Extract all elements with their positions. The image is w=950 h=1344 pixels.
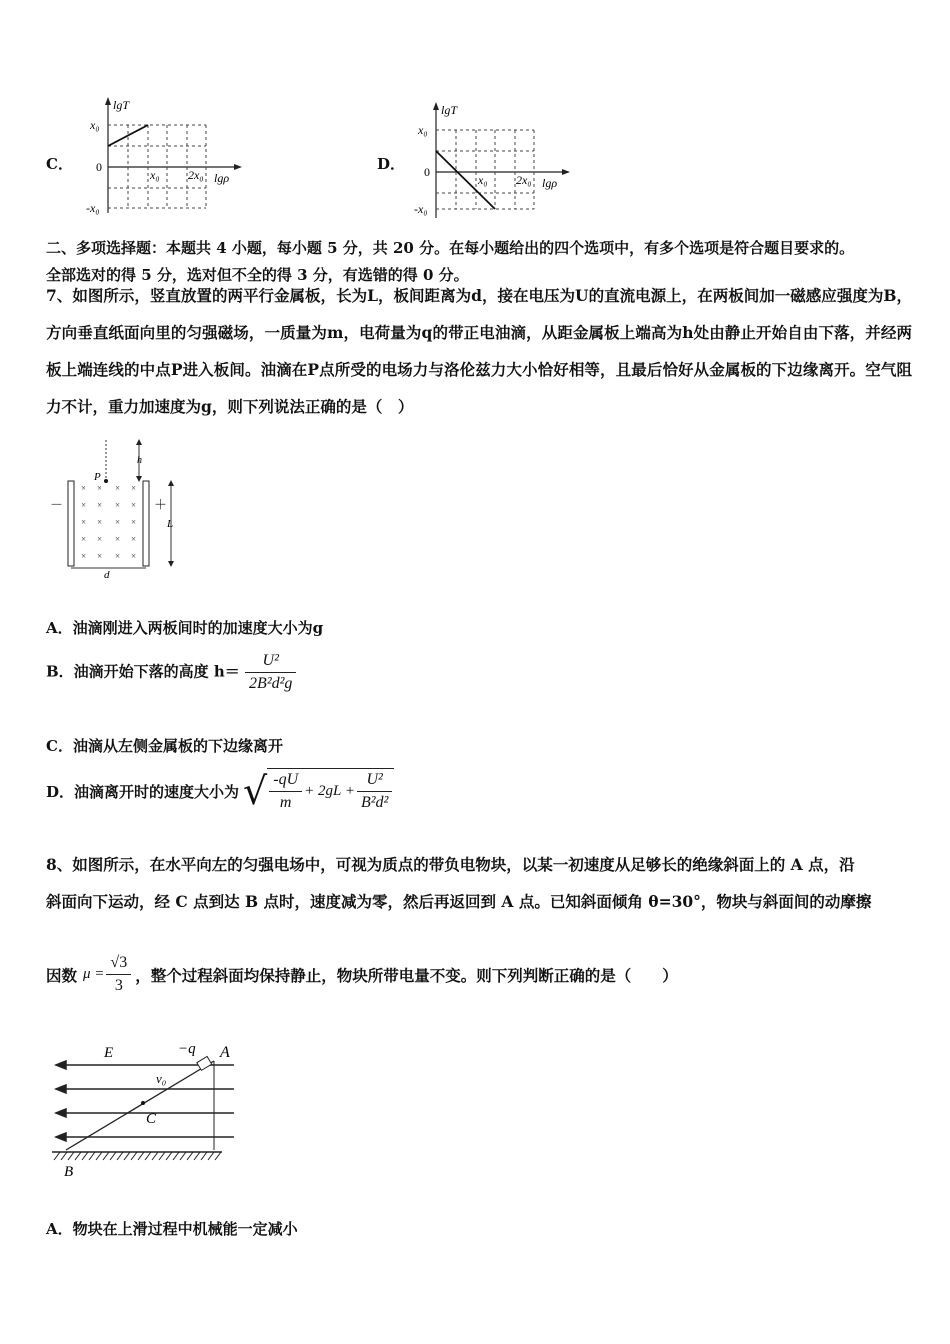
x-tick: x₀ bbox=[478, 173, 488, 187]
ground-hatch bbox=[215, 1152, 221, 1160]
field-cross: × bbox=[115, 483, 121, 493]
q7-option-d bbox=[46, 768, 394, 814]
q8-figure bbox=[46, 1035, 246, 1183]
point-p-label: P bbox=[94, 471, 101, 483]
section-heading-line2: 全部选对的得 5 分，选对但不全的得 3 分，有选错的得 0 分。 bbox=[46, 266, 469, 284]
field-cross: × bbox=[131, 551, 137, 561]
q7-option-b-text: B．油滴开始下落的高度 h＝ bbox=[46, 662, 240, 681]
ground-hatch bbox=[96, 1152, 102, 1160]
field-cross: × bbox=[81, 534, 87, 544]
ground-hatch bbox=[117, 1152, 123, 1160]
d-label: d bbox=[104, 569, 110, 580]
ground-hatch bbox=[68, 1152, 74, 1160]
fraction-1: $\frac{-qU}{m}$ bbox=[269, 769, 302, 814]
ground-hatch bbox=[166, 1152, 172, 1160]
q7-text: 7、如图所示，竖直放置的两平行金属板，长为L，板间距离为d，接在电压为U的直流电源上，在两板间加一磁感应强度为B，方向垂直纸面向里的匀强磁场，一质量为m，电荷量为q的带正电油滴，从距金属板上端高为h处由静止开始自由下落，并经两板上端连线的中点P进入板间。油滴在P点所受的电场力与洛伦兹力大小恰好相等，且最后恰好从金属板的下边缘离开。空气阻力不计，重力加速度为g，则下列说法正确的是（ ） bbox=[46, 286, 912, 416]
field-cross: × bbox=[97, 534, 103, 544]
q7-figure bbox=[46, 435, 196, 580]
field-cross: × bbox=[115, 517, 121, 527]
e-label: E bbox=[104, 1045, 114, 1061]
y-tick: x₀ bbox=[90, 118, 100, 132]
ground-hatch bbox=[61, 1152, 67, 1160]
y-tick: -x₀ bbox=[86, 201, 100, 215]
ground-hatch bbox=[159, 1152, 165, 1160]
x-tick: 2x₀ bbox=[188, 168, 204, 182]
y-tick: x₀ bbox=[418, 123, 428, 137]
y-tick: 0 bbox=[424, 165, 430, 179]
field-cross: × bbox=[97, 551, 103, 561]
denominator: 2B²d²g bbox=[249, 675, 293, 692]
sqrt-radicand bbox=[267, 768, 394, 814]
field-cross: × bbox=[131, 517, 137, 527]
q8-line2: 斜面向下运动，经 C 点到达 B 点时，速度减为零，然后再返回到 A 点。已知斜面倾角 θ=30°，物块与斜面间的动摩擦 bbox=[46, 892, 872, 911]
mu-symbol: μ = bbox=[83, 966, 105, 982]
y-axis-label: lgT bbox=[441, 103, 458, 117]
mu-fraction: $\frac{√3}{3}$ bbox=[106, 952, 131, 997]
ground-hatch bbox=[124, 1152, 130, 1160]
x-axis-label: lgρ bbox=[214, 171, 230, 185]
section-heading-line1: 二、多项选择题：本题共 4 小题，每小题 5 分，共 20 分。在每小题给出的四个选项中，有多个选项是符合题目要求的。 bbox=[46, 239, 855, 257]
q7-option-c: C．油滴从左侧金属板的下边缘离开 bbox=[46, 737, 283, 755]
y-axis-label: lgT bbox=[113, 98, 130, 112]
field-cross: × bbox=[97, 483, 103, 493]
field-cross: × bbox=[115, 551, 121, 561]
field-cross: × bbox=[97, 517, 103, 527]
q7-option-b-fraction bbox=[245, 650, 296, 695]
field-cross: × bbox=[131, 500, 137, 510]
q7-option-a: A．油滴刚进入两板间时的加速度大小为g bbox=[46, 619, 324, 637]
ground-hatch bbox=[208, 1152, 214, 1160]
numerator: U² bbox=[245, 650, 296, 673]
point-c-label: C bbox=[146, 1111, 157, 1127]
ground-hatch bbox=[194, 1152, 200, 1160]
middle-terms: + 2gL + bbox=[304, 783, 355, 799]
q8-option-a: A．物块在上滑过程中机械能一定减小 bbox=[46, 1220, 298, 1238]
ground-hatch bbox=[54, 1152, 60, 1160]
field-cross: × bbox=[97, 500, 103, 510]
ground-hatch bbox=[180, 1152, 186, 1160]
option-c-label: C． bbox=[46, 155, 73, 173]
ground-hatch bbox=[145, 1152, 151, 1160]
point-b-label: B bbox=[64, 1164, 74, 1180]
ground-hatch bbox=[103, 1152, 109, 1160]
ground-hatch bbox=[89, 1152, 95, 1160]
y-tick: -x₀ bbox=[414, 202, 428, 216]
x-axis-label: lgρ bbox=[542, 176, 558, 190]
field-cross: × bbox=[81, 483, 87, 493]
ground-hatch bbox=[173, 1152, 179, 1160]
field-cross: × bbox=[81, 517, 87, 527]
ground-hatch bbox=[201, 1152, 207, 1160]
option-c-graph bbox=[80, 95, 250, 220]
field-cross: × bbox=[115, 500, 121, 510]
charge-label: −q bbox=[178, 1041, 196, 1057]
option-d-label: D． bbox=[377, 155, 406, 173]
h-label: h bbox=[137, 455, 142, 466]
ground-hatch bbox=[75, 1152, 81, 1160]
field-cross: × bbox=[81, 551, 87, 561]
q8-line1: 8、如图所示，在水平向左的匀强电场中，可视为质点的带负电物块，以某一初速度从足够长的绝缘斜面上的 A 点，沿 bbox=[46, 855, 855, 874]
field-cross: × bbox=[81, 500, 87, 510]
option-d-graph bbox=[410, 100, 580, 225]
y-tick: 0 bbox=[96, 160, 102, 174]
ground-hatch bbox=[82, 1152, 88, 1160]
q8-line3-post: ，整个过程斜面均保持静止，物块所带电量不变。则下列判断正确的是（ ） bbox=[135, 965, 678, 985]
plus-terminal: ＋ bbox=[154, 497, 168, 512]
point-a-label: A bbox=[220, 1044, 230, 1061]
field-cross: × bbox=[131, 534, 137, 544]
ground-hatch bbox=[187, 1152, 193, 1160]
q8-line3 bbox=[46, 952, 678, 997]
fraction-2: $\frac{\text{U²}}{\text{B²d²}}$ bbox=[357, 769, 392, 814]
x-tick: 2x₀ bbox=[516, 173, 532, 187]
l-label: L bbox=[167, 518, 174, 530]
q8-line3-pre: 因数 bbox=[46, 965, 78, 985]
minus-terminal: － bbox=[50, 497, 64, 512]
field-cross: × bbox=[115, 534, 121, 544]
sqrt-sign: √ bbox=[243, 769, 268, 813]
v0-label: v₀ bbox=[156, 1071, 167, 1086]
field-cross: × bbox=[131, 483, 137, 493]
ground-hatch bbox=[110, 1152, 116, 1160]
ground-hatch bbox=[138, 1152, 144, 1160]
q7-option-b bbox=[46, 650, 296, 695]
x-tick: x₀ bbox=[150, 168, 160, 182]
ground-hatch bbox=[152, 1152, 158, 1160]
ground-hatch bbox=[131, 1152, 137, 1160]
q7-option-d-text: D．油滴离开时的速度大小为 bbox=[46, 782, 240, 801]
